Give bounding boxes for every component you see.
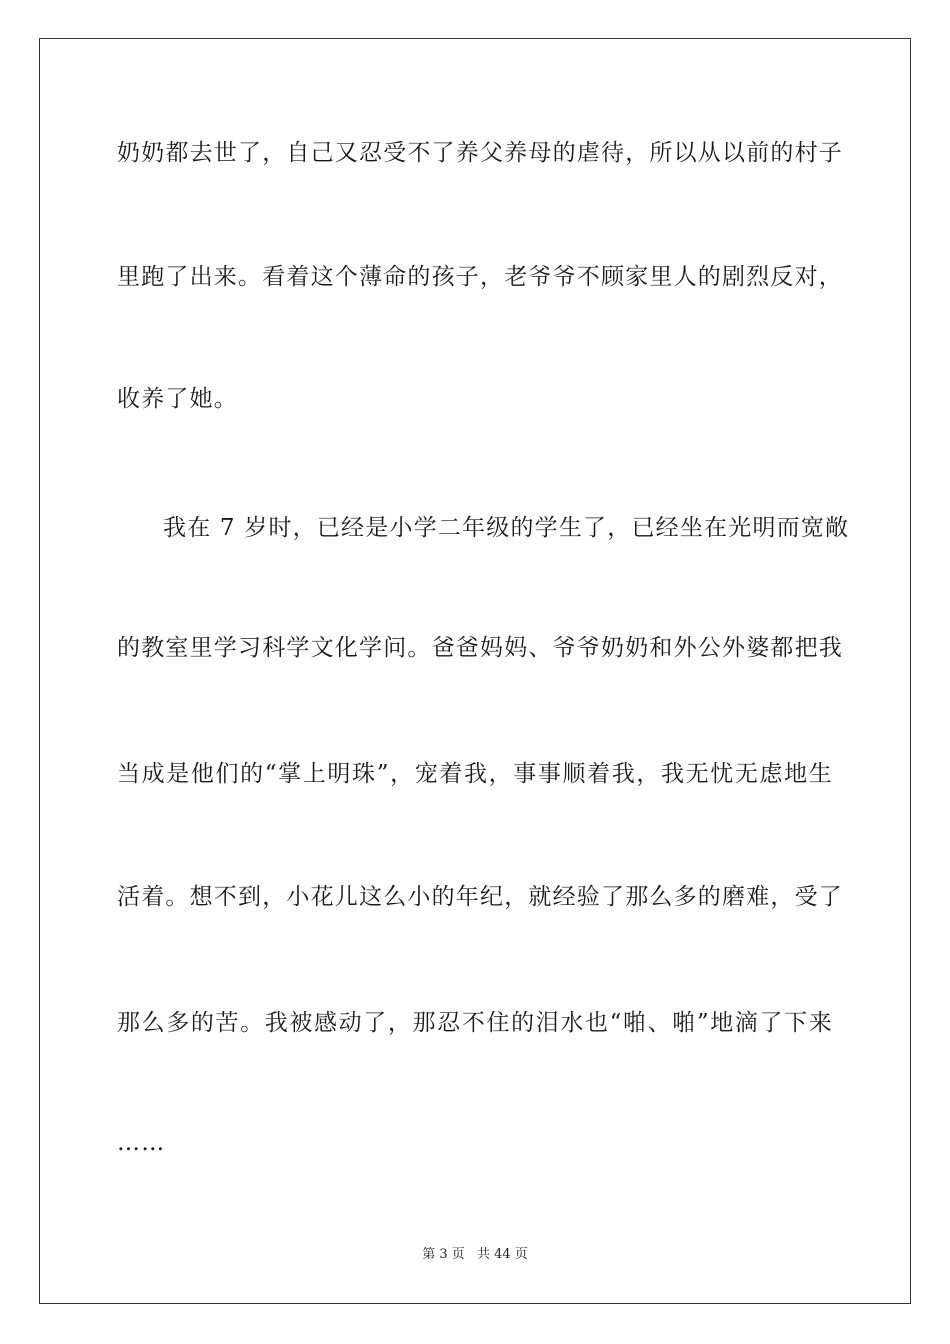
body-line-1: 奶奶都去世了，自己又忍受不了养父养母的虐待，所以从以前的村子	[117, 140, 843, 166]
body-line-3: 收养了她。	[117, 386, 238, 412]
body-line-8: 那么多的苦。我被感动了，那忍不住的泪水也“啪、啪”地滴了下来	[117, 1010, 833, 1036]
body-line-6: 当成是他们的“掌上明珠”，宠着我，事事顺着我，我无忧无虑地生	[117, 761, 833, 787]
page-footer	[0, 1246, 950, 1264]
body-line-5: 的教室里学习科学文化学问。爸爸妈妈、爷爷奶奶和外公外婆都把我	[117, 635, 843, 661]
body-line-4: 我在 7 岁时，已经是小学二年级的学生了，已经坐在光明而宽敞	[163, 515, 850, 541]
body-line-9: ……	[117, 1130, 166, 1156]
page-total: 共 44 页	[476, 1247, 528, 1262]
page-number: 第 3 页	[422, 1247, 465, 1262]
body-line-7: 活着。想不到，小花儿这么小的年纪，就经验了那么多的磨难，受了	[117, 884, 843, 910]
body-line-2: 里跑了出来。看着这个薄命的孩子，老爷爷不顾家里人的剧烈反对，	[117, 264, 843, 290]
page-border	[39, 38, 911, 1304]
